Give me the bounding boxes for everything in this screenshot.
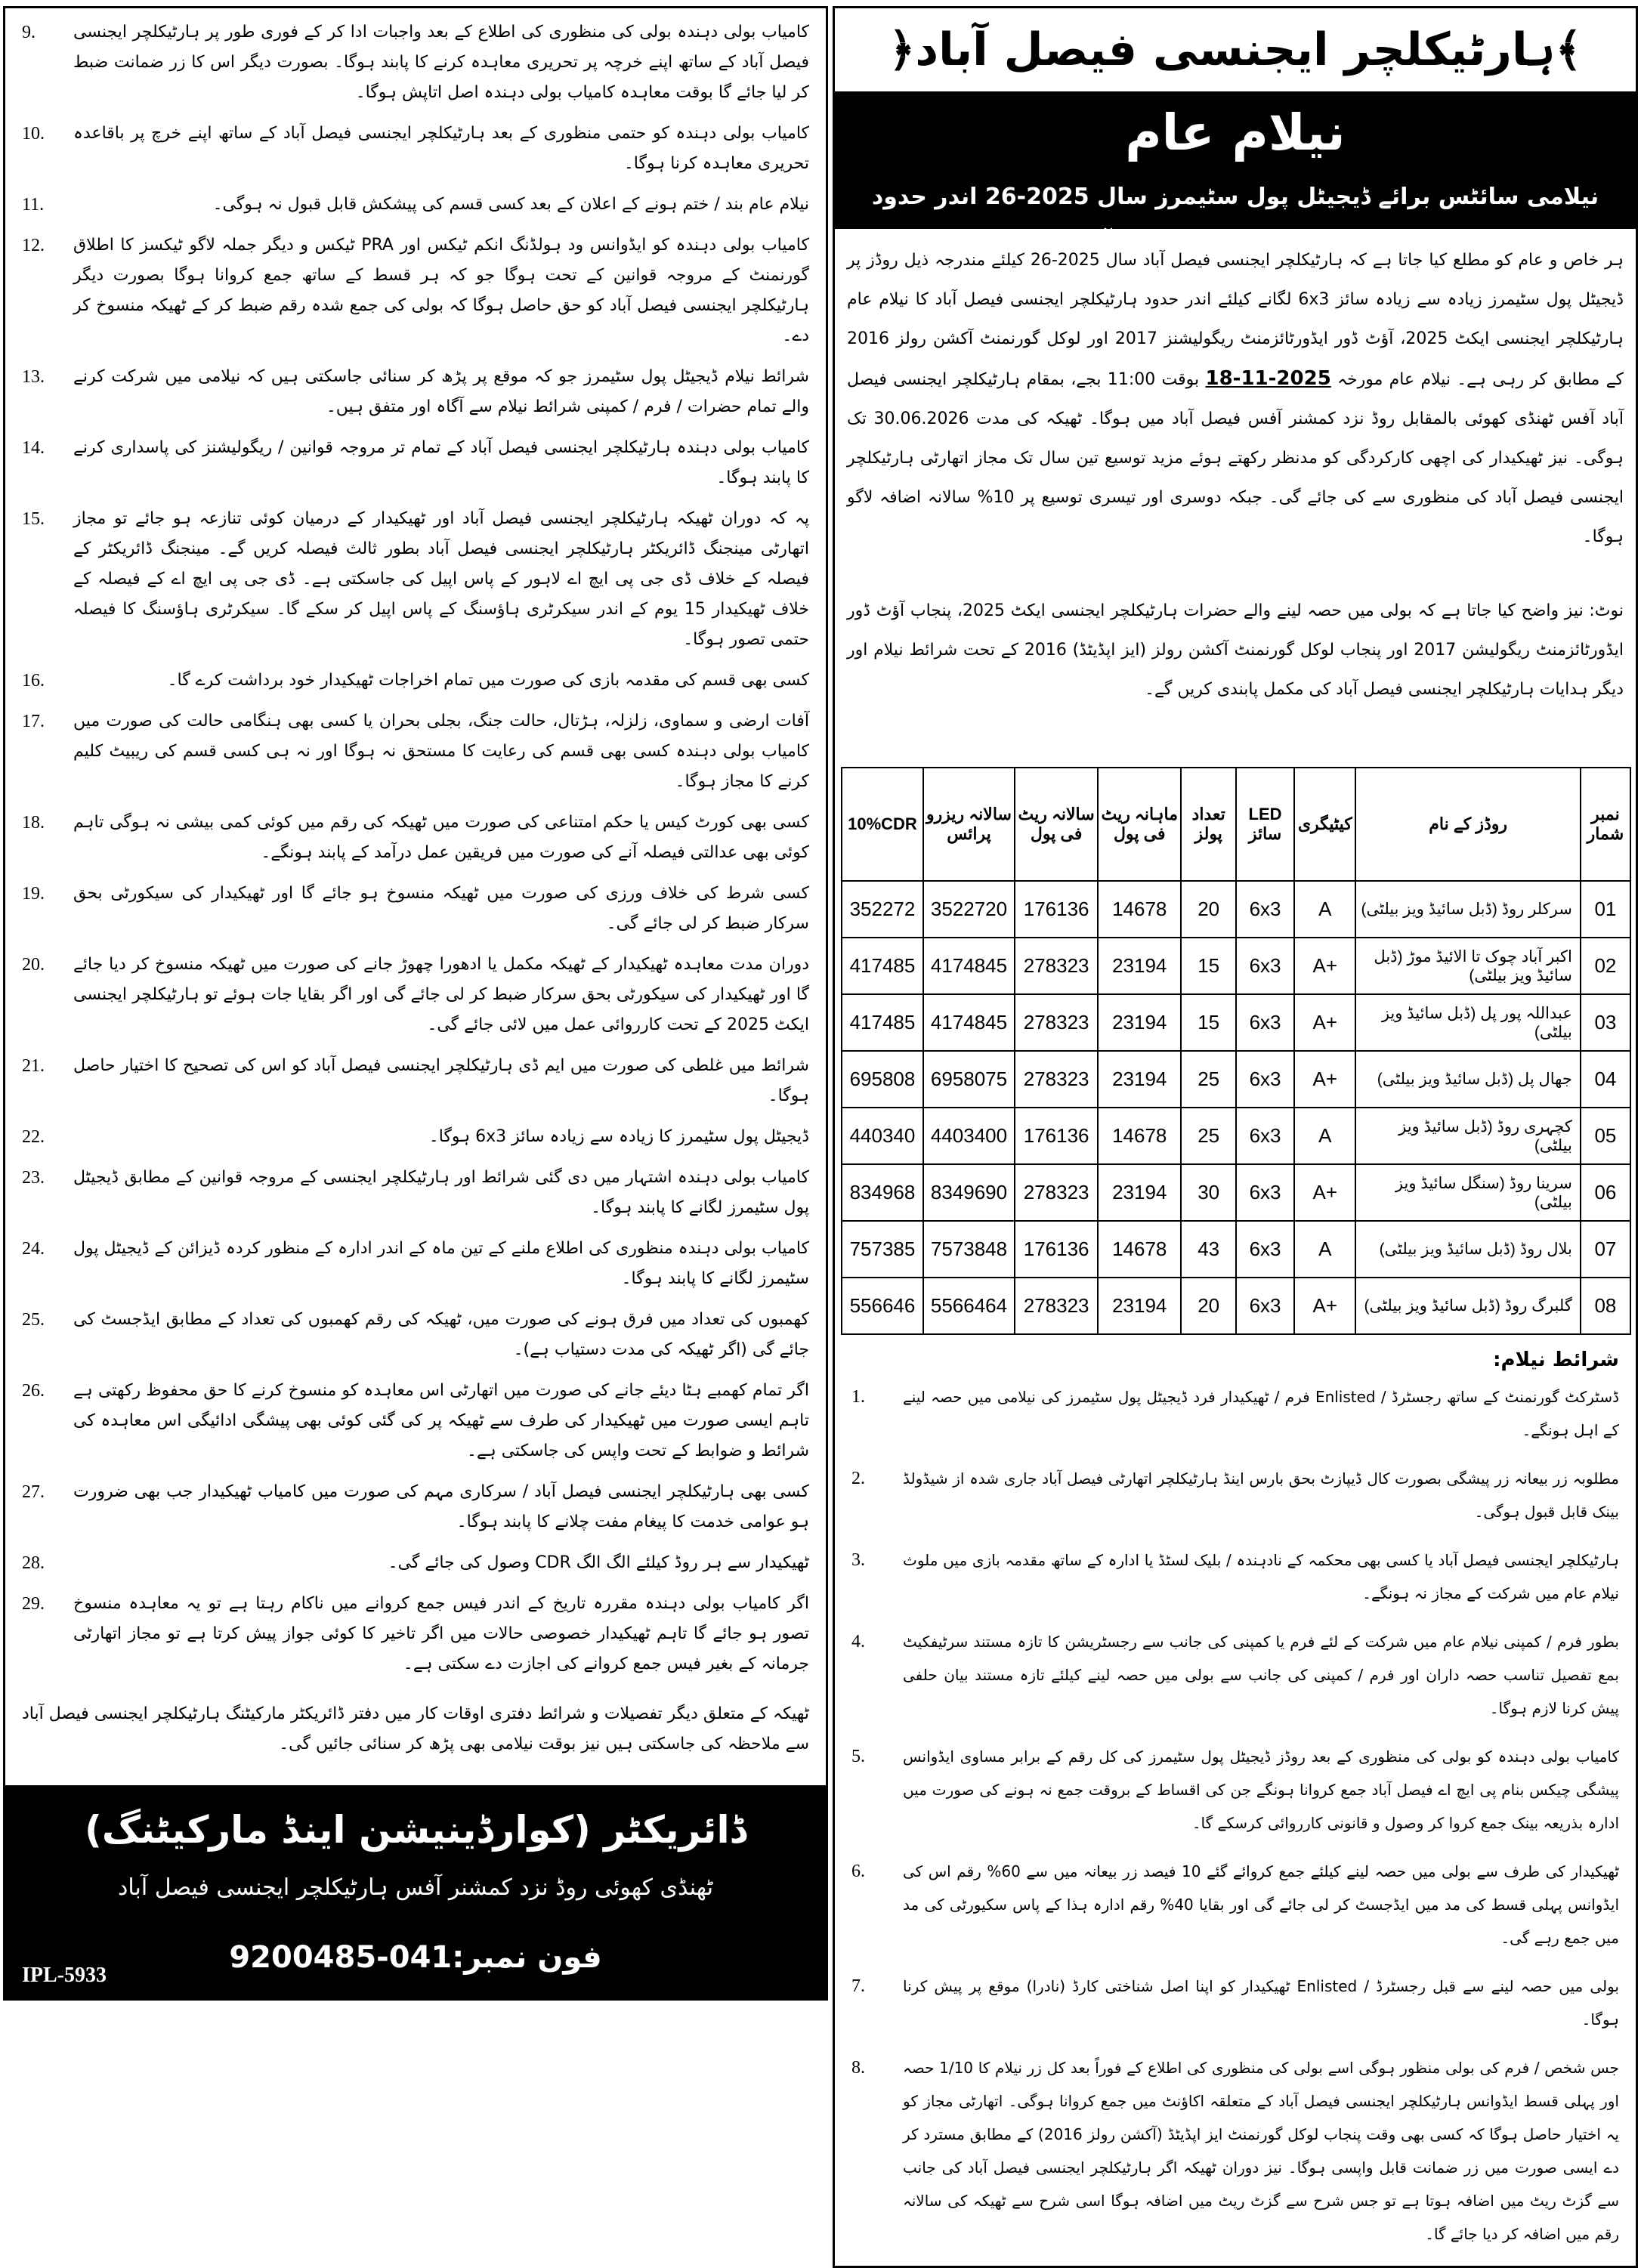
intro-paragraph [835,229,1636,569]
term-text: مطلوبہ زر بیعانہ زر پیشگی بصورت کال ڈیپازٹ بحق بارس اینڈ ہارٹیکلچر اتھارٹی فیصل آباد جاری شدہ از شیڈولڈ بینک قابل قبول ہوگی۔ [903,1469,1619,1521]
term-text: کھمبوں کی تعداد میں فرق ہونے کی صورت میں، ٹھیکہ کی رقم کھمبوں کی تعداد کے مطابق ایڈجسٹ کی جائے گی (اگر ٹھیکہ کی مدت دستیاب ہے)۔ [73,1310,809,1359]
table-cell: 5566464 [923,1278,1015,1334]
table-cell: 3522720 [923,881,1015,938]
table-cell: 6x3 [1236,1221,1294,1278]
term-text: بطور فرم / کمپنی نیلام عام میں شرکت کے لئے فرم یا کمپنی کی جانب سے رجسٹریشن کا تازہ مستند سرٹیفکیٹ بمع تفصیل تناسب حصہ داران اور فرم / کمپنی کی جانب سے بولی میں حصہ لینے کیلئے تازہ مستند بیان حلفی پیش کرنا لازم ہوگا۔ [903,1633,1619,1717]
term-text: اگر کامیاب بولی دہندہ مقررہ تاریخ کے اندر فیس جمع کروانے میں ناکام رہتا ہے تو یہ معاہدہ منسوخ تصور ہو جائے گا تاہم ٹھیکیدار خصوصی حالات میں اگر تاخیر کا کوئی جواز پیش کرتا ہے تو مجاز اتھارٹی جرمانہ کے بغیر فیس جمع کروانے کی اجازت دے سکتی ہے۔ [73,1594,809,1673]
left-column [3,6,828,2001]
auction-date: 18-11-2025 [1205,367,1331,390]
table-cell: 23194 [1098,1164,1181,1221]
term-number: 9. [22,23,36,42]
table-cell: A+ [1294,938,1355,994]
table-row [842,1278,1630,1334]
table-cell: 25 [1181,1108,1236,1164]
table-cell: 08 [1581,1278,1630,1334]
table-cell: سرینا روڈ (سنگل سائیڈ ویز بیلٹی) [1355,1164,1580,1221]
table-cell: A+ [1294,1278,1355,1334]
table-row [842,881,1630,938]
term-item [22,808,809,868]
table-cell: 01 [1581,881,1630,938]
term-text: ٹھیکیدار سے ہر روڈ کیلئے الگ الگ CDR وصول کی جائے گی۔ [388,1553,809,1572]
table-cell: 278323 [1015,994,1098,1051]
table-cell: 25 [1181,1051,1236,1108]
term-item [22,1376,809,1466]
notice-title: نیلام عام [1125,104,1346,162]
table-cell: 14678 [1098,881,1181,938]
term-text: بولی میں حصہ لینے سے قبل رجسٹرڈ / Enlisted ٹھیکیدار کو اپنا اصل شناختی کارڈ (نادرا) موقع پر پیش کرنا ہوگا۔ [903,1977,1619,2029]
term-text: کامیاب بولی دہندہ بولی کی منظوری کی اطلاع کے بعد واجبات ادا کر کے فوری طور پر ہارٹیکلچر ایجنسی فیصل آباد کے ساتھ اپنے خرچہ پر تحریری معاہدہ کرنے کا پابند ہوگا۔ بصورت دیگر اس کا زر ضمانت ضبط کر لیا جائے گا بوقت معاہدہ کامیاب بولی دہندہ اصل اتاپش ہوگا۔ [73,23,809,102]
phone-number: فون نمبر:041-9200485 [229,1940,602,1975]
term-item [22,119,809,179]
term-item [22,706,809,797]
table-cell: 02 [1581,938,1630,994]
term-number: 21. [22,1056,45,1076]
table-cell: 757385 [842,1221,923,1278]
term-text: کامیاب بولی دہندہ کو ایڈوانس ود ہولڈنگ انکم ٹیکس اور PRA ٹیکس و دیگر جملہ لاگو ٹیکسز کا اطلاق گورنمنٹ کے مروجہ قوانین کے تحت ہوگا جو کہ ہر قسط کے ساتھ جمع کروانا ہوگا بصورت دیگر ہارٹیکلچر ایجنسی فیصل آباد کو حق حاصل ہوگا کہ بولی کی جمع شدہ رقم ضبط کر کے ٹھیکہ منسوخ کر دے۔ [73,236,809,345]
term-item [851,1462,1619,1528]
table-cell: 8349690 [923,1164,1015,1221]
table-cell: 14678 [1098,1108,1181,1164]
table-cell: 04 [1581,1051,1630,1108]
column-header: ماہانہ ریٹ فی پول [1098,768,1181,881]
table-cell: 6x3 [1236,881,1294,938]
table-cell: 4403400 [923,1108,1015,1164]
table-cell: 6x3 [1236,938,1294,994]
term-number: 25. [22,1310,45,1330]
term-text: دوران مدت معاہدہ ٹھیکیدار کے ٹھیکہ مکمل یا ادھورا چھوڑ جانے کی صورت میں ٹھیکہ منسوخ کر دیا جائے گا اور ٹھیکیدار کی سیکورٹی بحق سرکار ضبط کر لی جائے گی اور اگر بقایا جات ہوئے تو ہارٹیکلچر ایجنسی ایکٹ 2025 کے تحت کارروائی عمل میں لائی جائے گی۔ [73,955,809,1034]
table-cell: 20 [1181,1278,1236,1334]
table-cell: کچہری روڈ (ڈبل سائیڈ ویز بیلٹی) [1355,1108,1580,1164]
term-text: شرائط میں غلطی کی صورت میں ایم ڈی ہارٹیکلچر ایجنسی فیصل آباد کو اس کی تصحیح کا اختیار حاصل ہوگا۔ [73,1056,809,1105]
right-column [833,6,1638,2268]
term-item [22,433,809,493]
term-text: کامیاب بولی دہندہ اشتہار میں دی گئی شرائط اور ہارٹیکلچر ایجنسی کے مروجہ قوانین کے مطابق ڈیجیٹل پول سٹیمرز لگانے کا پابند ہوگا۔ [73,1168,809,1217]
term-item [22,1163,809,1223]
term-number: 10. [22,124,45,144]
table-row [842,994,1630,1051]
term-number: 24. [22,1239,45,1259]
term-text: کامیاب بولی دہندہ منظوری کی اطلاع ملنے کے تین ماہ کے اندر ادارہ کے منظور کردہ ڈیزائن کے ڈیجیٹل پول سٹیمرز لگانے کا پابند ہوگا۔ [73,1239,809,1288]
column-header: سالانہ ریٹ فی پول [1015,768,1098,881]
table-cell: 4174845 [923,994,1015,1051]
term-number: 5. [851,1747,865,1766]
term-number: 1. [851,1387,865,1407]
term-text: کامیاب بولی دہندہ کو بولی کی منظوری کے بعد روڈز ڈیجیٹل پول سٹیمرز کی کل رقم کے برابر مساوی ایڈوانس پیشگی چیکس بنام پی ایچ اے فیصل آباد جمع کروانا ہونگے جن کی اقساط کے بروقت جمع نہ ہونے کی صورت میں ادارہ بذریعہ بینک جمع کروا کر وصول و قانونی کارروائی کرسکے گا۔ [903,1747,1619,1832]
closing-note [5,1690,826,1770]
term-item [851,1855,1619,1954]
term-item [22,504,809,655]
term-text: نیلام عام بند / ختم ہونے کے اعلان کے بعد کسی قسم کی پیشکش قابل قبول نہ ہوگی۔ [212,195,809,214]
table-cell: 15 [1181,994,1236,1051]
table-cell: 03 [1581,994,1630,1051]
table-cell: 23194 [1098,994,1181,1051]
term-number: 26. [22,1381,45,1401]
term-item [22,362,809,422]
table-cell: 417485 [842,938,923,994]
footer-contact [5,1785,826,1998]
term-text: ٹھیکیدار کی طرف سے بولی میں حصہ لینے کیلئے جمع کروائے گئے 10 فیصد زر بیعانہ میں سے 60% رقم اس کی ایڈوانس پہلی قسط کی مد میں ایڈجسٹ کر لی جائے گی اور بقایا 40% رقم ادارہ ہذا کے پاس سکیورٹی کی مد میں جمع رہے گی۔ [903,1862,1619,1947]
table-cell: 278323 [1015,1051,1098,1108]
table-cell: 176136 [1015,1221,1098,1278]
term-number: 17. [22,712,45,731]
table-cell: 6x3 [1236,1278,1294,1334]
table-cell: 23194 [1098,938,1181,994]
note-paragraph: نوٹ: نیز واضح کیا جاتا ہے کہ بولی میں حصہ لینے والے حضرات ہارٹیکلچر ایجنسی ایکٹ 2025، پنجاب آؤٹ ڈور ایڈورٹائزمنٹ ریگولیشن 2017 اور پنجاب لوکل گورنمنٹ آکشن رولز (ایز اپڈیٹڈ) 2016 کے تحت شرائط نیلام اور دیگر ہدایات ہارٹیکلچر ایجنسی فیصل آباد کی مکمل پابندی کریں گے۔ [847,601,1624,699]
term-item [22,1548,809,1578]
term-text: کسی شرط کی خلاف ورزی کی صورت میں ٹھیکہ منسوخ ہو جائے گا اور ٹھیکیدار کی سیکورٹی بحق سرکار ضبط کر لی جائے گی۔ [73,884,809,933]
term-number: 14. [22,438,45,458]
table-cell: 278323 [1015,1278,1098,1334]
term-item [851,1740,1619,1840]
term-number: 19. [22,884,45,904]
table-row [842,1164,1630,1221]
table-cell: A [1294,1108,1355,1164]
term-text: ڈیجیٹل پول سٹیمرز کا زیادہ سے زیادہ سائز 6x3 ہوگا۔ [428,1127,809,1146]
column-header: تعداد پولز [1181,768,1236,881]
right-terms-list [835,1371,1636,2251]
term-number: 23. [22,1168,45,1188]
table-cell: 7573848 [923,1221,1015,1278]
table-cell: 23194 [1098,1278,1181,1334]
table-cell: اکبر آباد چوک تا الائیڈ موڑ (ڈبل سائیڈ ویز بیلٹی) [1355,938,1580,994]
term-item [22,190,809,220]
term-text: ڈسٹرکٹ گورنمنٹ کے ساتھ رجسٹرڈ / Enlisted فرم / ٹھیکیدار فرد ڈیجیٹل پول سٹیمرز کی نیلامی میں حصہ لینے کے اہل ہونگے۔ [903,1388,1620,1439]
column-header: LED سائز [1236,768,1294,881]
term-item [22,950,809,1040]
table-cell: 556646 [842,1278,923,1334]
roads-table [841,767,1631,1335]
table-cell: 6x3 [1236,1051,1294,1108]
term-item [22,230,809,351]
left-terms-list [5,8,826,1690]
term-item [22,1122,809,1152]
table-row [842,1108,1630,1164]
table-cell: 176136 [1015,881,1098,938]
table-cell: A+ [1294,1051,1355,1108]
closing-text: ٹھیکہ کے متعلق دیگر تفصیلات و شرائط دفتری اوقات کار میں دفتر ڈائریکٹر مارکیٹنگ ہارٹیکلچر ایجنسی فیصل آباد سے ملاحظہ کی جاسکتی ہیں نیز بوقت نیلامی بھی پڑھ کر سنائی جائیں گی۔ [22,1704,809,1754]
column-header: کیٹیگری [1294,768,1355,881]
term-number: 12. [22,236,45,255]
term-text: آفات ارضی و سماوی، زلزلہ، ہڑتال، حالت جنگ، بجلی بحران یا کسی بھی ہنگامی حالت کی صورت میں کامیاب بولی دہندہ کسی بھی قسم کی رعایت کا مستحق نہ ہوگا اور نہ ہی کسی قسم کی ریبیٹ کلیم کرنے کا مجاز ہوگا۔ [73,712,809,791]
table-cell: A+ [1294,994,1355,1051]
table-cell: 6958075 [923,1051,1015,1108]
term-number: 2. [851,1469,865,1488]
term-item [22,1234,809,1294]
term-item [851,1970,1619,2036]
table-cell: 176136 [1015,1108,1098,1164]
column-header: نمبر شمار [1581,768,1630,881]
table-cell: گلبرگ روڈ (ڈبل سائیڈ ویز بیلٹی) [1355,1278,1580,1334]
term-item [22,17,809,108]
table-cell: 4174845 [923,938,1015,994]
term-text: کسی بھی ہارٹیکلچر ایجنسی فیصل آباد / سرکاری مہم کی صورت میں کامیاب ٹھیکیدار جب بھی ضرورت ہو عوامی خدمت کا پیغام مفت چلانے کا پابند ہوگا۔ [73,1482,809,1531]
term-number: 28. [22,1553,45,1573]
term-item [851,2051,1619,2251]
table-row [842,938,1630,994]
term-text: شرائط نیلام ڈیجیٹل پول سٹیمرز جو کہ موقع پر پڑھ کر سنائی جاسکتی ہیں کہ نیلامی میں شرکت کرنے والے تمام حضرات / فرم / کمپنی شرائط نیلام سے آگاہ اور متفق ہیں۔ [73,367,809,416]
table-cell: بلال روڈ (ڈبل سائیڈ ویز بیلٹی) [1355,1221,1580,1278]
term-text: اگر تمام کھمبے ہٹا دیئے جانے کی صورت میں اتھارٹی اس معاہدہ کو منسوخ کرنے کا حق محفوظ رکھتی ہے تاہم ایسی صورت میں ٹھیکیدار کی طرف سے ٹھیکہ پر کی گئی کوئی بھی پیشگی ادائیگی اس معاہدہ کی شرائط و ضوابط کے تحت واپس کی جاسکتی ہے۔ [73,1381,809,1460]
term-number: 6. [851,1862,865,1881]
table-cell: 417485 [842,994,923,1051]
table-cell: 15 [1181,938,1236,994]
office-address: ٹھنڈی کھوئی روڈ نزد کمشنر آفس ہارٹیکلچر ایجنسی فیصل آباد [118,1874,713,1901]
table-cell: جھال پل (ڈبل سائیڈ ویز بیلٹی) [1355,1051,1580,1108]
table-cell: A [1294,1221,1355,1278]
table-cell: 06 [1581,1164,1630,1221]
table-cell: 6x3 [1236,994,1294,1051]
table-cell: A [1294,881,1355,938]
term-number: 7. [851,1976,865,1996]
term-item [22,666,809,696]
table-row [842,1221,1630,1278]
table-cell: سرکلر روڈ (ڈبل سائیڈ ویز بیلٹی) [1355,881,1580,938]
table-cell: 278323 [1015,938,1098,994]
table-cell: 695808 [842,1051,923,1108]
term-item [22,1589,809,1679]
table-cell: 20 [1181,881,1236,938]
term-number: 8. [851,2058,865,2078]
term-text: ہارٹیکلچر ایجنسی فیصل آباد یا کسی بھی محکمہ کے نادہندہ / بلیک لسٹڈ یا ادارہ کے ساتھ مقدمہ بازی میں ملوث نیلام عام میں شرکت کے مجاز نہ ہونگے۔ [903,1551,1619,1602]
term-text: کسی بھی کورٹ کیس یا حکم امتناعی کی صورت میں ٹھیکہ کی رقم میں کوئی کمی بیشی نہ ہوگی تاہم کوئی بھی عدالتی فیصلہ آنے کی صورت میں فریقین عمل درآمد کے پابند ہونگے۔ [73,813,809,862]
term-text: پہ کہ دوران ٹھیکہ ہارٹیکلچر ایجنسی فیصل آباد اور ٹھیکیدار کے درمیان کوئی تنازعہ ہو جائے تو مجاز اتھارٹی مینجنگ ڈائریکٹر ہارٹیکلچر ایجنسی فیصل آباد بطور ثالث فیصلہ کریں گے۔ مینجنگ ڈائریکٹر کے فیصلہ کے خلاف ڈی جی پی ایچ اے لاہور کے پاس اپیل کی جاسکتی ہے۔ ڈی جی پی ایچ اے کے فیصلہ کے خلاف ٹھیکیدار 15 یوم کے اندر سیکرٹری ہاؤسنگ کے پاس اپیل کر سکے گا۔ سیکرٹری ہاؤسنگ کا فیصلہ حتمی تصور ہوگا۔ [73,509,809,649]
term-text: کامیاب بولی دہندہ کو حتمی منظوری کے بعد ہارٹیکلچر ایجنسی فیصل آباد کے ساتھ اپنے خرچ پر باقاعدہ تحریری معاہدہ کرنا ہوگا۔ [73,124,810,173]
term-item [22,879,809,939]
table-cell: 278323 [1015,1164,1098,1221]
table-cell: 07 [1581,1221,1630,1278]
table-cell: 352272 [842,881,923,938]
conditions-title: شرائط نیلام: [1493,1349,1619,1371]
term-item [851,1625,1619,1725]
intro-text-b: بوقت 11:00 بجے، بمقام ہارٹیکلچر ایجنسی فیصل آباد آفس ٹھنڈی کھوئی بالمقابل روڈ نزد کمشنر آفس فیصل آباد میں ہوگا۔ ٹھیکہ کی مدت 30.06.2026 تک ہوگی۔ نیز ٹھیکیدار کی اچھی کارکردگی کو مدنظر رکھتے ہوئے مزید توسیع تین سال تک مجاز اتھارٹی ہارٹیکلچر ایجنسی فیصل آباد کی منظوری سے کی جائے گی۔ جبکہ دوسری اور تیسری توسیع پر 10% سالانہ اضافہ لاگو ہوگا۔ [847,370,1624,546]
column-header: سالانہ ریزرو پرائس [923,768,1015,881]
table-cell: 6x3 [1236,1108,1294,1164]
term-item [22,1477,809,1537]
agency-title: ﴾ہارٹیکلچر ایجنسی فیصل آباد﴿ [888,23,1582,76]
table-row [842,1051,1630,1108]
term-number: 3. [851,1550,865,1570]
table-cell: عبداللہ پور پل (ڈبل سائیڈ ویز بیلٹی) [1355,994,1580,1051]
notice-banner [835,91,1636,255]
table-cell: 440340 [842,1108,923,1164]
table-cell: 05 [1581,1108,1630,1164]
column-header: 10%CDR [842,768,923,881]
term-text: جس شخص / فرم کی بولی منظور ہوگی اسے بولی کی منظوری کی اطلاع کے فوراً بعد کل زر نیلام کا 1/10 حصہ اور پہلی قسط ایڈوانس ہارٹیکلچر ایجنسی فیصل آباد کے متعلقہ اکاؤنٹ میں جمع کروانا ہوگی۔ اتھارٹی مجاز کو یہ اختیار حاصل ہوگا کہ کسی بھی وقت پنجاب لوکل گورنمنٹ ایز اپڈیٹڈ (آکشن رولز 2016) کے مطابق مسترد کر دے ایسی صورت میں زر ضمانت قابل واپسی ہوگا۔ نیز دوران ٹھیکہ اگر ہارٹیکلچر ایجنسی فیصل آباد کی جانب سے گزٹ ریٹ میں اضافہ ہوتا ہے تو جس شرح سے گزٹ ریٹ میں اضافہ ہوگا اسی شرح سے ٹھیکہ کی سالانہ رقم میں اضافہ کر دیا جائے گا۔ [903,2059,1619,2243]
table-cell: 6x3 [1236,1164,1294,1221]
term-number: 16. [22,671,45,691]
table-cell: A+ [1294,1164,1355,1221]
term-item [851,1380,1619,1447]
term-number: 15. [22,509,45,529]
intro-text-a: ہر خاص و عام کو مطلع کیا جاتا ہے کہ ہارٹیکلچر ایجنسی فیصل آباد سال 2025-26 کیلئے مندرجہ ذیل روڈز پر ڈیجیٹل پول سٹیمرز زیادہ سے زیادہ سائز 6x3 لگانے کیلئے اندر حدود ہارٹیکلچر ایجنسی فیصل آباد کا نیلام عام ہارٹیکلچر ایجنسی ایکٹ 2025، آؤٹ ڈور ایڈورٹائزمنٹ ریگولیشنز 2017 اور لوکل گورنمنٹ آکشن رولز 2016 کے مطابق کر رہی ہے۔ نیلام عام مورخہ [847,251,1624,389]
term-number: 27. [22,1482,45,1502]
ipl-code: IPL-5933 [22,1964,107,1987]
table-cell: 43 [1181,1221,1236,1278]
term-item [851,1543,1619,1610]
table-cell: 23194 [1098,1051,1181,1108]
term-number: 11. [22,195,45,215]
table-cell: 30 [1181,1164,1236,1221]
term-text: کسی بھی قسم کی مقدمہ بازی کی صورت میں تمام اخراجات ٹھیکیدار خود برداشت کرے گا۔ [167,671,809,690]
column-header: روڈز کے نام [1355,768,1580,881]
term-number: 22. [22,1127,45,1147]
term-number: 4. [851,1632,865,1652]
term-item [22,1051,809,1111]
term-number: 18. [22,813,45,833]
table-cell: 14678 [1098,1221,1181,1278]
director-title: ڈائریکٹر (کوارڈینیشن اینڈ مارکیٹنگ) [85,1808,746,1852]
table-header-row [842,768,1630,881]
term-item [22,1305,809,1365]
term-number: 13. [22,367,45,387]
notice-subtitle: نیلامی سائٹس برائے ڈیجیٹل پول سٹیمرز سال 2025-26 اندر حدود ہارٹیکلچر ایجنسی فیصل آباد [871,184,1599,255]
term-text: کامیاب بولی دہندہ ہارٹیکلچر ایجنسی فیصل آباد کے تمام تر مروجہ قوانین / ریگولیشنز کی پاسداری کرنے کا پابند ہوگا۔ [73,438,809,487]
table-cell: 834968 [842,1164,923,1221]
term-number: 29. [22,1594,45,1614]
term-number: 20. [22,955,45,975]
